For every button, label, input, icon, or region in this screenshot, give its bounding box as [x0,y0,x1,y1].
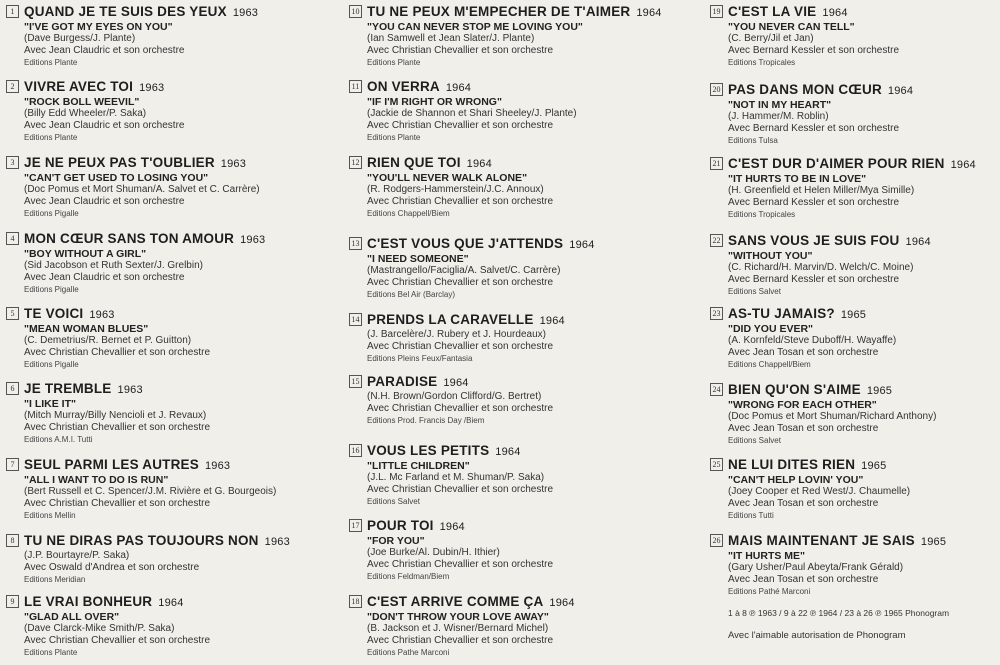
track-title-line [24,533,336,550]
publisher: Editions Pleins Feux/Fantasia [367,354,473,363]
orchestra-credit: Avec Bernard Kessler et son orchestre [728,123,900,134]
track-year: 1963 [204,460,231,472]
track-year: 1964 [466,158,492,170]
songwriter-credits: (Bert Russell et C. Spencer/J.M. Rivière et G. Bourgeois) [24,486,277,497]
track-title: QUAND JE TE SUIS DES YEUX [24,4,227,19]
track-title-line [24,79,336,96]
songwriter-credits: (Billy Edd Wheeler/P. Saka) [24,108,147,119]
orchestra-credit: Avec Christian Chevallier et son orchestre [367,120,554,131]
track-details [24,4,336,68]
songwriter-credits: (J. Barcelère/J. Rubery et J. Hourdeaux) [367,329,546,340]
original-title: "LITTLE CHILDREN" [367,460,470,472]
track-details [367,4,697,68]
publisher: Editions Tropicales [728,210,796,219]
track-year: 1964 [539,315,565,327]
track-number-box: 17 [349,519,362,532]
track-title-line [367,374,697,391]
track-year: 1965 [866,385,893,397]
track-title-line [367,594,697,611]
songwriter-credits: (C. Demetrius/R. Bernet et P. Guitton) [24,335,192,346]
songwriter-credits: (Gary Usher/Paul Abeyta/Frank Gérald) [728,562,904,573]
track-title: PRENDS LA CARAVELLE [367,312,534,327]
track-number-box: 20 [710,83,723,96]
original-title: "DID YOU EVER" [728,323,814,335]
track-title: POUR TOI [367,518,434,533]
track-year: 1963 [139,82,165,94]
publisher: Editions A.M.I. Tutti [24,435,93,444]
songwriter-credits: (N.H. Brown/Gordon Clifford/G. Bertret) [367,391,542,402]
track-details [728,306,998,370]
track-title: MON CŒUR SANS TON AMOUR [24,231,235,246]
orchestra-credit: Avec Christian Chevallier et son orchestre [367,484,554,495]
track-title: BIEN QU'ON S'AIME [728,382,861,397]
songwriter-credits: (Mitch Murray/Billy Nencioli et J. Revaux) [24,410,207,421]
original-title: "CAN'T GET USED TO LOSING YOU" [24,172,209,184]
track-title-line [728,233,998,250]
songwriter-credits: (B. Jackson et J. Wisner/Bernard Michel) [367,623,549,634]
track-details [728,233,998,297]
orchestra-credit: Avec Jean Claudric et son orchestre [24,45,185,56]
track-title: MAIS MAINTENANT JE SAIS [728,533,915,548]
songwriter-credits: (Jackie de Shannon et Shari Sheeley/J. Plante) [367,108,577,119]
publisher: Editions Feldman/Biem [367,572,450,581]
publisher: Editions Prod. Francis Day /Biem [367,416,485,425]
track-year: 1964 [549,597,575,609]
track-number-box: 9 [6,595,19,608]
orchestra-credit: Avec Jean Claudric et son orchestre [24,272,185,283]
track-title-line [24,594,336,611]
track-details [367,518,697,582]
track-title: SANS VOUS JE SUIS FOU [728,233,900,248]
track-details [24,155,336,219]
track-title-line [24,306,336,323]
publisher: Editions Plante [24,58,78,67]
track-title-line [24,457,336,474]
track-title: SEUL PARMI LES AUTRES [24,457,199,472]
publisher: Editions Salvet [728,436,781,445]
track-year: 1965 [840,309,867,321]
orchestra-credit: Avec Christian Chevallier et son orchestre [367,403,554,414]
original-title: "ROCK BOLL WEEVIL" [24,96,140,108]
orchestra-credit: Avec Bernard Kessler et son orchestre [728,274,900,285]
track-number-box: 15 [349,375,362,388]
track-year: 1965 [920,536,947,548]
track-details [367,79,697,143]
track-details [728,156,998,220]
original-title: "BOY WITHOUT A GIRL" [24,248,147,260]
publisher: Editions Plante [367,58,421,67]
track-number-box: 6 [6,382,19,395]
songwriter-credits: (Joe Burke/Al. Dubin/H. Ithier) [367,547,500,558]
original-title: "CAN'T HELP LOVIN' YOU" [728,474,864,486]
track-number-box: 26 [710,534,723,547]
orchestra-credit: Avec Christian Chevallier et son orchestre [367,196,554,207]
track-number-box: 1 [6,5,19,18]
orchestra-credit: Avec Christian Chevallier et son orchestre [24,347,211,358]
track-title: RIEN QUE TOI [367,155,461,170]
publisher: Editions Pathe Marconi [367,648,450,657]
track-title-line [24,231,336,248]
songwriter-credits: (J.L. Mc Farland et M. Shuman/P. Saka) [367,472,545,483]
track-number-box: 23 [710,307,723,320]
track-year: 1964 [887,85,914,97]
track-title: PARADISE [367,374,438,389]
orchestra-credit: Avec Christian Chevallier et son orchestre [24,422,211,433]
orchestra-credit: Avec Christian Chevallier et son orchestre [367,559,554,570]
track-title: LE VRAI BONHEUR [24,594,153,609]
songwriter-credits: (A. Kornfeld/Steve Duboff/H. Wayaffe) [728,335,897,346]
track-number-box: 3 [6,156,19,169]
track-year: 1965 [861,460,887,472]
songwriter-credits: (Joey Cooper et Red West/J. Chaumelle) [728,486,911,497]
original-title: "WITHOUT YOU" [728,250,813,262]
track-number-box: 24 [710,383,723,396]
track-details [367,594,697,658]
orchestra-credit: Avec Christian Chevallier et son orchestre [367,45,554,56]
track-details [367,236,697,300]
track-details [24,79,336,143]
track-details [728,382,998,446]
publisher: Editions Chappell/Biem [728,360,811,369]
original-title: "GLAD ALL OVER" [24,611,120,623]
publisher: Editions Pathé Marconi [728,587,811,596]
publisher: Editions Pigalle [24,285,79,294]
publisher: Editions Plante [24,133,78,142]
track-title-line [367,79,697,96]
track-number-box: 12 [349,156,362,169]
track-title-line [367,518,697,535]
track-details [24,594,336,658]
track-details [367,312,697,364]
track-year: 1964 [445,82,472,94]
original-title: "IF I'M RIGHT OR WRONG" [367,96,502,108]
songwriter-credits: (Doc Pomus et Mort Shuman/A. Salvet et C. Carrère) [24,184,260,195]
original-title: "WRONG FOR EACH OTHER" [728,399,877,411]
track-number-box: 7 [6,458,19,471]
songwriter-credits: (J. Hammer/M. Roblin) [728,111,829,122]
track-number-box: 22 [710,234,723,247]
track-title-line [728,156,998,173]
track-number-box: 8 [6,534,19,547]
orchestra-credit: Avec Jean Claudric et son orchestre [24,196,185,207]
copyright-notice: 1 à 8 ℗ 1963 / 9 à 22 ℗ 1964 / 23 à 26 ℗ 1965 Phonogram [728,608,950,618]
track-details [367,443,697,507]
track-title: VOUS LES PETITS [367,443,490,458]
track-title-line [728,533,998,550]
songwriter-credits: (H. Greenfield et Helen Miller/Mya Simille) [728,185,915,196]
orchestra-credit: Avec Jean Tosan et son orchestre [728,423,879,434]
track-title: C'EST ARRIVE COMME ÇA [367,594,544,609]
track-title-line [367,155,697,172]
track-title: C'EST LA VIE [728,4,817,19]
original-title: "I'VE GOT MY EYES ON YOU" [24,21,173,33]
original-title: "YOU'LL NEVER WALK ALONE" [367,172,528,184]
track-title: PAS DANS MON CŒUR [728,82,882,97]
track-year: 1964 [443,377,469,389]
track-number-box: 16 [349,444,362,457]
publisher: Editions Salvet [728,287,781,296]
track-number-box: 4 [6,232,19,245]
track-year: 1964 [569,239,595,251]
track-title-line [728,4,998,21]
track-details [728,533,998,597]
track-details [367,374,697,426]
orchestra-credit: Avec Jean Tosan et son orchestre [728,498,879,509]
track-title-line [367,236,697,253]
track-number-box: 13 [349,237,362,250]
track-number-box: 2 [6,80,19,93]
track-details [24,231,336,295]
track-year: 1963 [220,158,247,170]
orchestra-credit: Avec Jean Claudric et son orchestre [24,120,185,131]
track-number-box: 18 [349,595,362,608]
track-year: 1963 [117,384,143,396]
orchestra-credit: Avec Jean Tosan et son orchestre [728,347,879,358]
publisher: Editions Tropicales [728,58,796,67]
orchestra-credit: Avec Bernard Kessler et son orchestre [728,45,900,56]
track-title-line [367,443,697,460]
original-title: "I NEED SOMEONE" [367,253,469,265]
track-details [24,533,336,585]
orchestra-credit: Avec Bernard Kessler et son orchestre [728,197,900,208]
track-title-line [728,457,998,474]
track-number-box: 10 [349,5,362,18]
track-title: TE VOICI [24,306,84,321]
track-year: 1964 [636,7,662,19]
permission-notice: Avec l'aimable autorisation de Phonogram [728,630,906,641]
track-year: 1964 [439,521,465,533]
track-year: 1963 [240,234,266,246]
track-title: C'EST DUR D'AIMER POUR RIEN [728,156,945,171]
original-title: "NOT IN MY HEART" [728,99,832,111]
track-title-line [24,381,336,398]
original-title: "FOR YOU" [367,535,425,547]
original-title: "ALL I WANT TO DO IS RUN" [24,474,169,486]
original-title: "YOU NEVER CAN TELL" [728,21,855,33]
track-details [24,381,336,445]
track-title-line [728,82,998,99]
songwriter-credits: (C. Richard/H. Marvin/D. Welch/C. Moine) [728,262,914,273]
track-title: C'EST VOUS QUE J'ATTENDS [367,236,564,251]
track-title-line [24,4,336,21]
publisher: Editions Pigalle [24,209,79,218]
songwriter-credits: (J.P. Bourtayre/P. Saka) [24,550,130,561]
track-year: 1964 [495,446,521,458]
songwriter-credits: (Dave Burgess/J. Plante) [24,33,136,44]
publisher: Editions Mellin [24,511,76,520]
track-year: 1964 [905,236,931,248]
track-title: JE TREMBLE [24,381,112,396]
track-year: 1963 [264,536,290,548]
track-title-line [728,306,998,323]
orchestra-credit: Avec Christian Chevallier et son orchestre [367,341,554,352]
track-title: VIVRE AVEC TOI [24,79,134,94]
track-number-box: 19 [710,5,723,18]
track-title-line [728,382,998,399]
publisher: Editions Meridian [24,575,86,584]
track-year: 1963 [232,7,259,19]
orchestra-credit: Avec Jean Tosan et son orchestre [728,574,879,585]
track-year: 1964 [950,159,976,171]
track-title: AS-TU JAMAIS? [728,306,835,321]
songwriter-credits: (R. Rodgers-Hammerstein/J.C. Annoux) [367,184,544,195]
orchestra-credit: Avec Christian Chevallier et son orchestre [367,635,554,646]
track-year: 1963 [89,309,115,321]
track-details [24,306,336,370]
track-title-line [367,4,697,21]
track-number-box: 11 [349,80,362,93]
track-details [367,155,697,219]
songwriter-credits: (Sid Jacobson et Ruth Sexter/J. Grelbin) [24,260,203,271]
original-title: "IT HURTS ME" [728,550,806,562]
track-details [728,4,998,68]
track-title: TU NE DIRAS PAS TOUJOURS NON [24,533,259,548]
track-details [24,457,336,521]
orchestra-credit: Avec Oswald d'Andrea et son orchestre [24,562,200,573]
orchestra-credit: Avec Christian Chevallier et son orchestre [24,635,211,646]
songwriter-credits: (Doc Pomus et Mort Shuman/Richard Anthony) [728,411,937,422]
original-title: "MEAN WOMAN BLUES" [24,323,149,335]
track-details [728,82,998,146]
original-title: "I LIKE IT" [24,398,76,410]
songwriter-credits: (Mastrangello/Faciglia/A. Salvet/C. Carrère) [367,265,561,276]
track-number-box: 14 [349,313,362,326]
songwriter-credits: (Dave Clarck-Mike Smith/P. Saka) [24,623,175,634]
track-details [728,457,998,521]
track-title: NE LUI DITES RIEN [728,457,856,472]
track-title-line [367,312,697,329]
original-title: "YOU CAN NEVER STOP ME LOVING YOU" [367,21,583,33]
publisher: Editions Tutti [728,511,774,520]
publisher: Editions Plante [367,133,421,142]
publisher: Editions Plante [24,648,78,657]
track-title: JE NE PEUX PAS T'OUBLIER [24,155,215,170]
track-year: 1964 [822,7,848,19]
track-number-box: 5 [6,307,19,320]
publisher: Editions Pigalle [24,360,79,369]
publisher: Editions Chappell/Biem [367,209,450,218]
publisher: Editions Bel Air (Barclay) [367,290,456,299]
original-title: "IT HURTS TO BE IN LOVE" [728,173,867,185]
original-title: "DON'T THROW YOUR LOVE AWAY" [367,611,549,623]
track-number-box: 21 [710,157,723,170]
publisher: Editions Tulsa [728,136,778,145]
track-title: ON VERRA [367,79,440,94]
track-title-line [24,155,336,172]
track-title: TU NE PEUX M'EMPECHER DE T'AIMER [367,4,631,19]
orchestra-credit: Avec Christian Chevallier et son orchestre [24,498,211,509]
track-year: 1964 [158,597,184,609]
orchestra-credit: Avec Christian Chevallier et son orchestre [367,277,554,288]
publisher: Editions Salvet [367,497,420,506]
songwriter-credits: (C. Berry/Jil et Jan) [728,33,814,44]
track-number-box: 25 [710,458,723,471]
songwriter-credits: (Ian Samwell et Jean Slater/J. Plante) [367,33,535,44]
